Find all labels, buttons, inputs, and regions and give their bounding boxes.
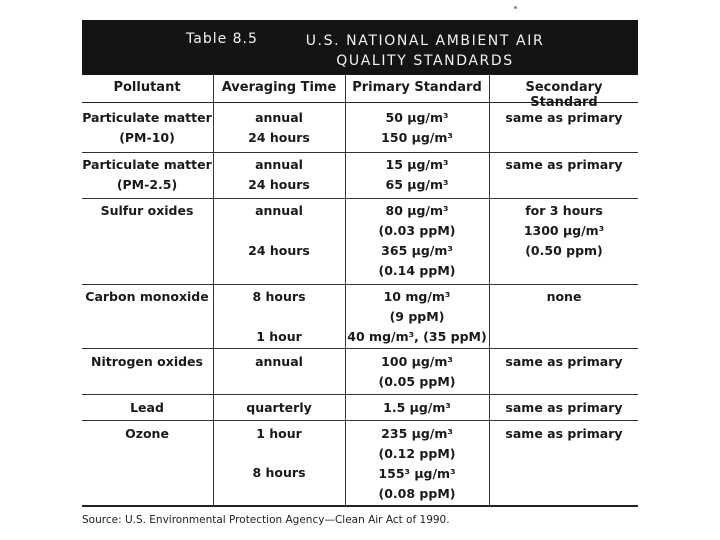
cell-averaging-time: annual 24 hours — [248, 110, 310, 145]
cell-secondary-standard: same as primary — [505, 426, 623, 441]
cell-pollutant: Particulate matter (PM-10) — [82, 110, 212, 145]
cell-primary-standard: 15 µg/m³ 65 µg/m³ — [385, 157, 449, 192]
table-header-row — [82, 75, 638, 110]
header-pollutant: Pollutant — [113, 80, 181, 95]
cell-secondary-standard: same as primary — [505, 400, 623, 415]
header-primary-standard: Primary Standard — [352, 80, 482, 95]
cell-pollutant: Sulfur oxides — [100, 203, 194, 218]
cell-primary-standard: 10 mg/m³ (9 ppM) 40 mg/m³, (35 ppM) — [347, 289, 487, 344]
row-divider — [82, 348, 638, 349]
cell-averaging-time: 24 hours — [248, 243, 310, 258]
table-title — [280, 31, 570, 71]
table-title-line2: QUALITY STANDARDS — [336, 53, 514, 69]
table-title-banner — [82, 20, 638, 75]
cell-primary-standard: 100 µg/m³ (0.05 ppM) — [378, 354, 456, 389]
table-bottom-rule — [82, 505, 638, 507]
cell-pollutant: Particulate matter (PM-2.5) — [82, 157, 212, 192]
cell-pollutant: Ozone — [125, 426, 169, 441]
cell-averaging-time: quarterly — [246, 400, 312, 415]
cell-secondary-standard: none — [546, 289, 582, 304]
row-divider — [82, 198, 638, 199]
cell-primary-standard: 235 µg/m³ (0.12 ppM) 155³ µg/m³ (0.08 ppM) — [378, 426, 456, 501]
cell-secondary-standard: same as primary — [505, 354, 623, 369]
cell-averaging-time: annual — [255, 354, 303, 369]
cell-averaging-time: annual 24 hours — [248, 157, 310, 192]
row-divider — [82, 284, 638, 285]
header-secondary-standard: Secondary Standard — [525, 80, 603, 110]
cell-pollutant: Nitrogen oxides — [91, 354, 203, 369]
cell-primary-standard: 80 µg/m³ (0.03 ppM) 365 µg/m³ (0.14 ppM) — [378, 203, 456, 278]
cell-averaging-time: annual — [255, 203, 303, 218]
cell-secondary-standard: same as primary — [505, 110, 623, 125]
cell-pollutant: Carbon monoxide — [85, 289, 209, 304]
row-divider — [82, 420, 638, 421]
cell-secondary-standard: for 3 hours 1300 µg/m³ (0.50 ppm) — [523, 203, 605, 258]
cell-secondary-standard: same as primary — [505, 157, 623, 172]
cell-primary-standard: 50 µg/m³ 150 µg/m³ — [381, 110, 453, 145]
cell-averaging-time: 8 hours — [252, 289, 306, 304]
header-averaging-time: Averaging Time — [221, 80, 337, 95]
table-title-line1: U.S. NATIONAL AMBIENT AIR — [305, 33, 545, 49]
table-number: Table 8.5 — [186, 31, 258, 47]
cell-averaging-time: 1 hour — [256, 329, 302, 344]
source-note: Source: U.S. Environmental Protection Agency—Clean Air Act of 1990. — [82, 514, 450, 526]
cell-averaging-time: 8 hours — [252, 465, 306, 480]
cell-pollutant: Lead — [130, 400, 164, 415]
cell-averaging-time: 1 hour — [256, 426, 302, 441]
row-divider — [82, 394, 638, 395]
row-divider — [82, 152, 638, 153]
scan-speck — [514, 6, 517, 9]
cell-primary-standard: 1.5 µg/m³ — [383, 400, 451, 415]
